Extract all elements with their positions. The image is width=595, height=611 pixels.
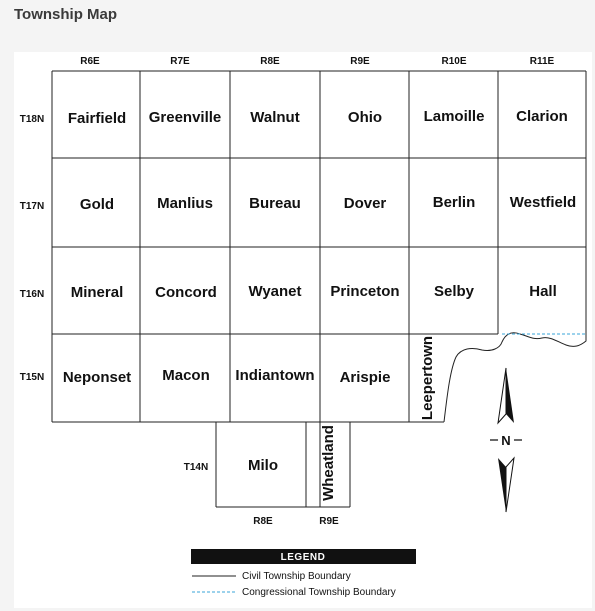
range-label: R11E [529,56,555,67]
township-name: Gold [79,196,115,213]
township-name: Concord [155,284,217,301]
township-name: Berlin [432,194,476,211]
range-label: R8E [253,516,273,527]
range-label: R10E [441,56,467,67]
township-name: Fairfield [67,110,127,127]
township-label: T16N [19,289,45,300]
legend-item-label: Congressional Township Boundary [242,587,396,598]
range-label: R9E [319,516,339,527]
township-name: Dover [343,195,387,212]
page-title: Township Map [14,6,118,23]
township-name: Wheatland [320,425,337,501]
legend [191,549,416,598]
township-name: Indiantown [235,367,315,384]
township-name: Westfield [509,194,577,211]
north-arrow-icon [490,368,522,512]
township-name: Walnut [250,109,300,126]
township-name: Neponset [62,369,132,386]
township-name: Selby [433,283,475,300]
township-name: Clarion [516,108,568,125]
township-name: Manlius [157,195,213,212]
township-name: Arispie [339,369,391,386]
range-label: R6E [80,56,100,67]
range-label: R7E [170,56,190,67]
range-label: R9E [350,56,370,67]
legend-item-label: Civil Township Boundary [242,571,351,582]
township-label: T17N [19,201,45,212]
range-labels-top [80,56,554,67]
township-label: T18N [19,114,45,125]
township-name: Milo [248,457,278,474]
township-name: Bureau [249,195,301,212]
range-labels-bottom [253,516,339,527]
township-name: Princeton [330,283,400,300]
range-label: R8E [260,56,280,67]
township-label: T14N [183,462,209,473]
township-name: Lamoille [423,108,485,125]
township-name: Wyanet [248,283,302,300]
township-name: Greenville [148,109,222,126]
township-label: T15N [19,372,45,383]
township-name: Ohio [347,109,383,126]
township-map [14,52,592,608]
township-name: Hall [529,283,557,300]
township-name: Leepertown [419,335,436,421]
township-map-panel [14,52,592,608]
township-name: Mineral [70,284,124,301]
township-name: Macon [162,367,210,384]
legend-title: LEGEND [280,552,326,563]
north-label: N [501,433,511,448]
